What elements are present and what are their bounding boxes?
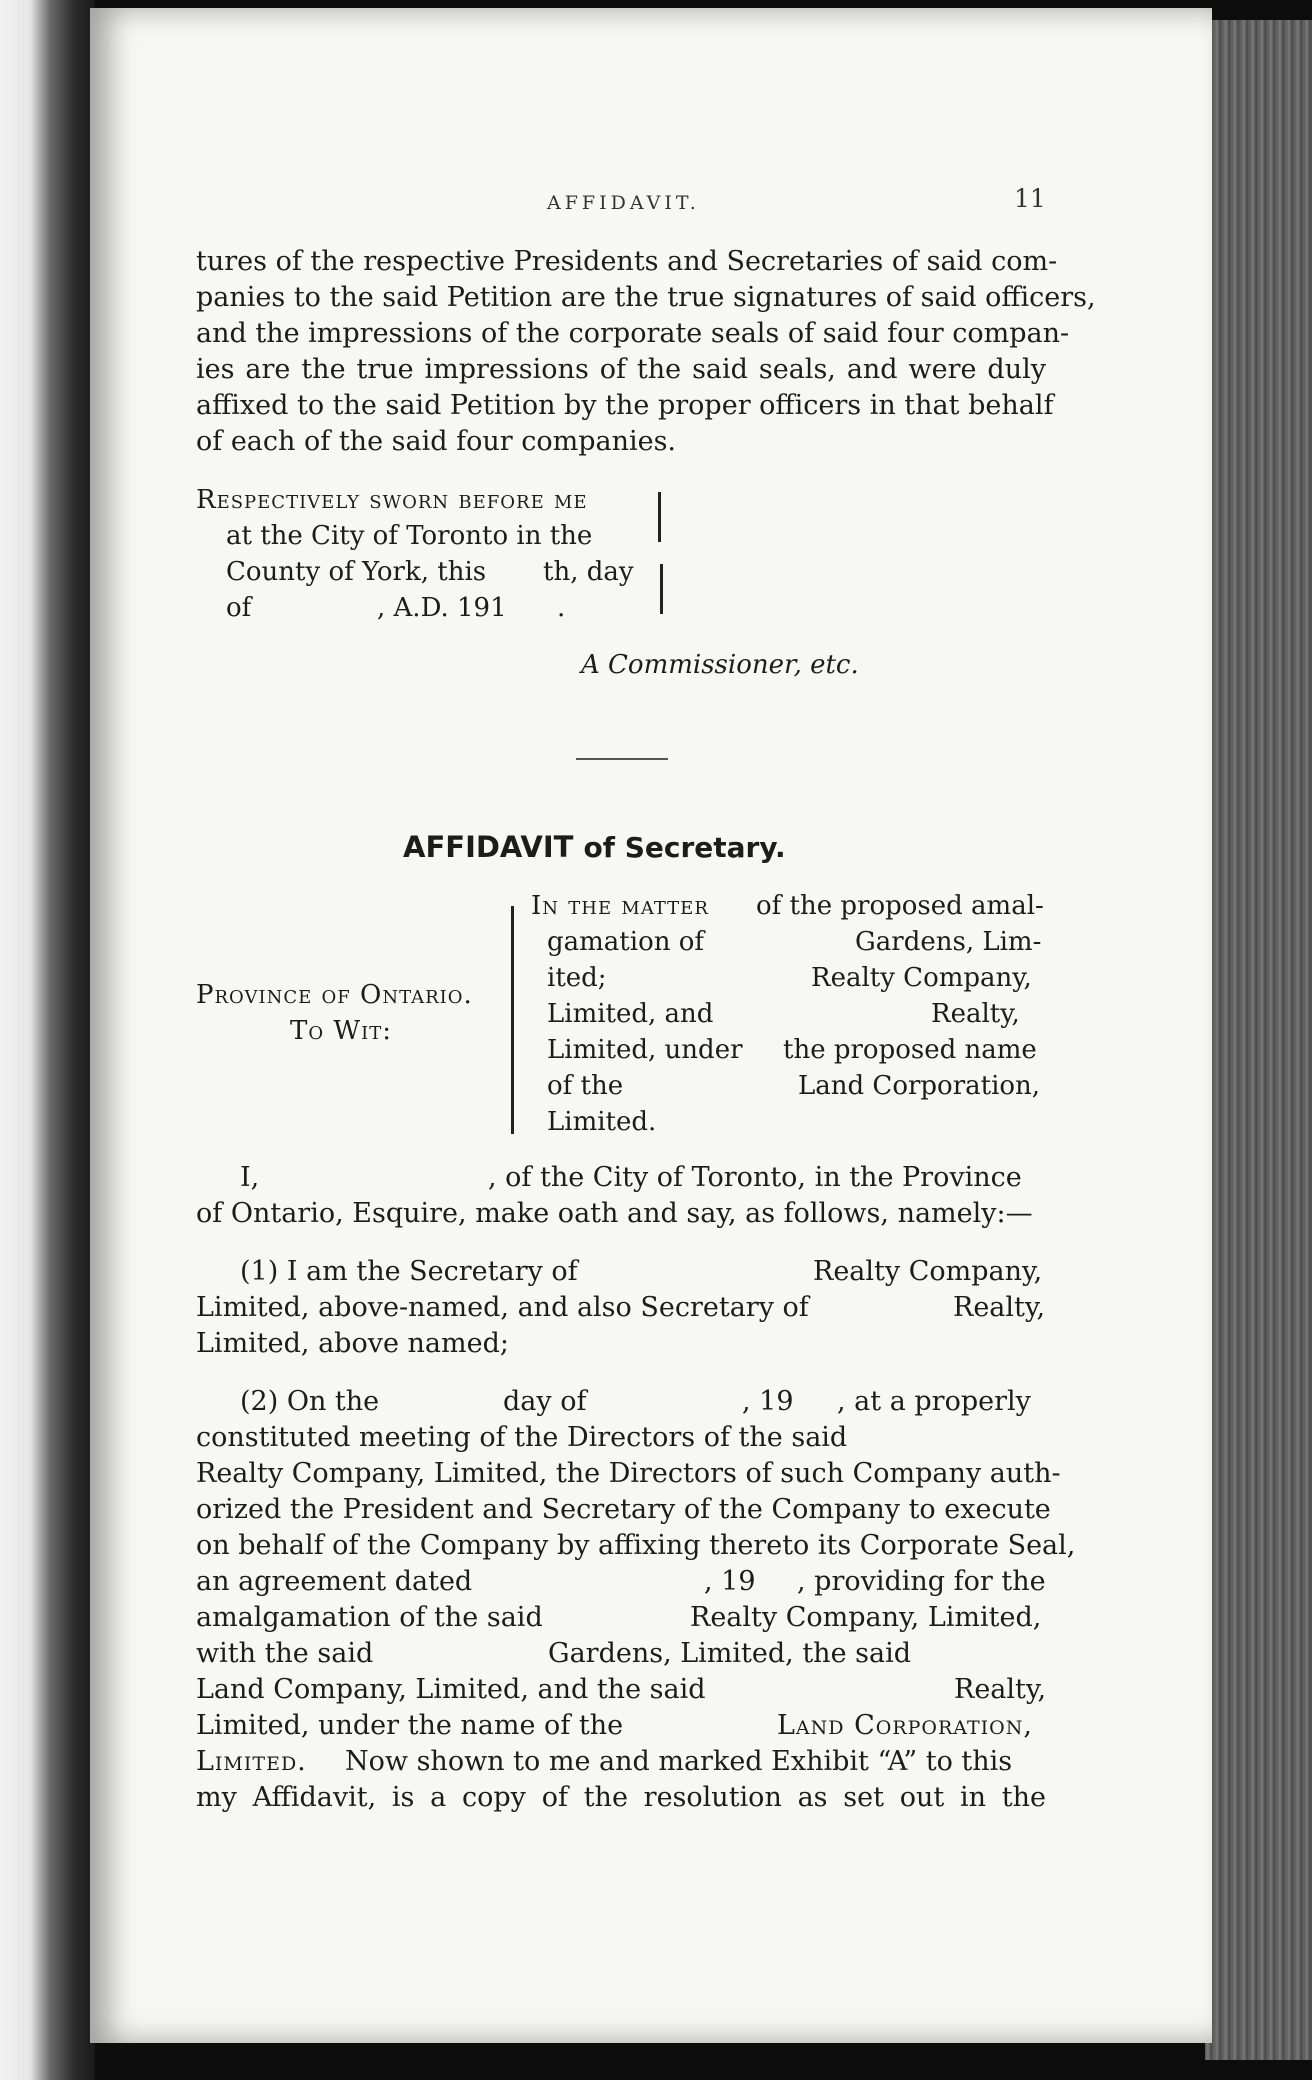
scan-left-edge: [0, 0, 95, 2080]
clause-2-line: Land Company, Limited, and the said: [196, 1674, 706, 1705]
clause-2-line: Realty Company, Limited, the Directors of such Company auth-: [196, 1458, 1061, 1489]
jurat-line: of: [226, 593, 252, 623]
clause-2-line: amalgamation of the said: [196, 1602, 543, 1633]
paragraph-last-line: of each of the said four companies.: [196, 426, 677, 457]
deponent-line: , of the City of Toronto, in the Province: [488, 1162, 1022, 1193]
running-title: AFFIDAVIT.: [547, 192, 700, 214]
title-main: AFFIDAVIT: [403, 830, 574, 864]
paragraph-line: and the impressions of the corporate seals of said four compan-: [196, 318, 1070, 349]
matter-line: In the matter: [531, 891, 709, 921]
jurat-line: , A.D. 191: [377, 593, 507, 623]
book-fore-edge: [1205, 20, 1312, 2060]
matter-brace: [511, 906, 514, 1134]
jurat-brace: [658, 492, 661, 542]
clause-2-line: (2) On the: [240, 1386, 380, 1417]
clause-2-line: Realty Company, Limited,: [690, 1602, 1042, 1633]
paragraph-line: affixed to the said Petition by the proper officers in that behalf: [196, 390, 1054, 421]
matter-line: ited;: [547, 963, 607, 993]
clause-2-line: constituted meeting of the Directors of the said: [196, 1422, 848, 1453]
jurat-brace: [660, 564, 663, 614]
title-rest: of Secretary.: [583, 831, 786, 864]
clause-1-line: Limited, above-named, and also Secretary of: [196, 1292, 809, 1323]
clause-2-line: day of: [503, 1386, 587, 1417]
matter-line: gamation of: [547, 927, 705, 957]
jurat-line: County of York, this: [226, 557, 487, 587]
section-divider: [576, 758, 668, 760]
clause-2-line: on behalf of the Company by affixing thereto its Corporate Seal,: [196, 1530, 1076, 1561]
matter-line: Land Corporation,: [798, 1071, 1041, 1101]
paragraph-line: tures of the respective Presidents and Secretaries of said com-: [196, 246, 1058, 277]
matter-line: Limited, and: [547, 999, 714, 1029]
page-number: 11: [1014, 184, 1046, 213]
clause-2-line: , at a properly: [837, 1386, 1031, 1417]
clause-1-line: Realty Company,: [813, 1256, 1043, 1287]
clause-2-line: with the said: [196, 1638, 374, 1669]
matter-line: Limited, under: [547, 1035, 743, 1065]
clause-2-line: , 19: [742, 1386, 794, 1417]
deponent-line: I,: [240, 1162, 260, 1193]
clause-2-line: , providing for the: [797, 1566, 1046, 1597]
jurat-line: .: [557, 593, 566, 623]
deponent-line: of Ontario, Esquire, make oath and say, as follows, namely:—: [196, 1198, 1033, 1229]
matter-line: Gardens, Lim-: [855, 927, 1042, 957]
clause-2-line: Now shown to me and marked Exhibit “A” to this: [345, 1746, 1013, 1777]
venue-to-wit: To Wit:: [290, 1016, 392, 1046]
jurat-heading: Respectively sworn before me: [196, 485, 588, 515]
matter-line: of the proposed amal-: [756, 891, 1044, 921]
clause-2-line: Realty,: [954, 1674, 1047, 1705]
book-page: [90, 8, 1212, 2043]
matter-line: Realty Company,: [811, 963, 1032, 993]
jurat-line: th, day: [543, 557, 634, 587]
paragraph-line: ies are the true impressions of the said seals, and were duly: [196, 354, 1046, 385]
clause-2-line: Limited.: [196, 1746, 307, 1777]
clause-2-line: my Affidavit, is a copy of the resolution as set out in the: [196, 1782, 1046, 1813]
clause-2-line: Land Corporation,: [777, 1710, 1033, 1741]
clause-1-line: Limited, above named;: [196, 1328, 509, 1359]
clause-2-line: Limited, under the name of the: [196, 1710, 624, 1741]
venue-province: Province of Ontario.: [196, 980, 473, 1010]
commissioner-signature-line: A Commissioner, etc.: [581, 650, 859, 680]
matter-line: of the: [547, 1071, 624, 1101]
paragraph-line: panies to the said Petition are the true signatures of said officers,: [196, 282, 1096, 313]
clause-1-line: Realty,: [953, 1292, 1046, 1323]
matter-line: the proposed name: [783, 1035, 1037, 1065]
matter-line: Limited.: [547, 1107, 657, 1137]
affidavit-title: [403, 830, 786, 864]
clause-1-line: (1) I am the Secretary of: [240, 1256, 578, 1287]
clause-2-line: orized the President and Secretary of the Company to execute: [196, 1494, 1051, 1525]
clause-2-line: , 19: [704, 1566, 756, 1597]
clause-2-line: an agreement dated: [196, 1566, 473, 1597]
clause-2-line: Gardens, Limited, the said: [548, 1638, 911, 1669]
jurat-line: at the City of Toronto in the: [226, 521, 593, 551]
matter-line: Realty,: [931, 999, 1020, 1029]
